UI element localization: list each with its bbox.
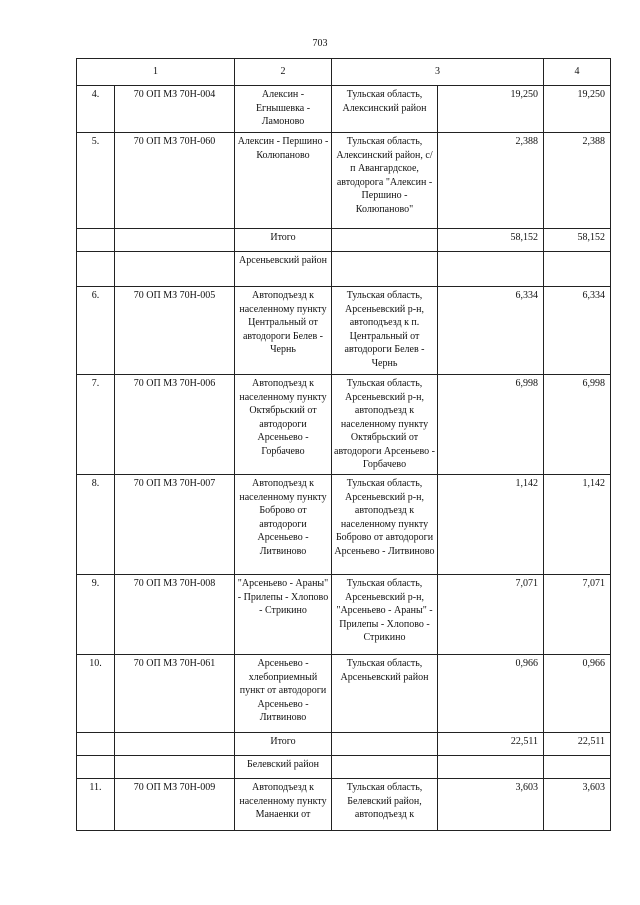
header-col-3: 3 <box>332 59 544 86</box>
road-code: 70 ОП МЗ 70Н-005 <box>115 287 235 375</box>
road-location: Тульская область, Арсеньевский р-н, автоподъезд к населенному пункту Боброво от автодороги Арсеньево - Литвиново <box>332 475 438 575</box>
header-col-2: 2 <box>235 59 332 86</box>
value-col-3: 0,966 <box>438 655 544 733</box>
value-col-4: 6,334 <box>544 287 611 375</box>
value-col-3: 7,071 <box>438 575 544 655</box>
road-code: 70 ОП МЗ 70Н-004 <box>115 86 235 133</box>
empty-cell <box>332 252 438 287</box>
value-col-3: 3,603 <box>438 779 544 831</box>
value-col-3: 2,388 <box>438 133 544 229</box>
empty-cell <box>332 229 438 252</box>
road-code: 70 ОП МЗ 70Н-009 <box>115 779 235 831</box>
table-row <box>77 475 611 575</box>
table-row <box>77 375 611 475</box>
road-name: Алексин - Егнышевка - Ламоново <box>235 86 332 133</box>
row-index: 11. <box>77 779 115 831</box>
page-number: 703 <box>312 38 328 49</box>
header-col-1: 1 <box>77 59 235 86</box>
road-location: Тульская область, Алексинский район <box>332 86 438 133</box>
total-row <box>77 733 611 756</box>
value-col-4: 19,250 <box>544 86 611 133</box>
section-label: Арсеньевский район <box>235 252 332 287</box>
roads-table <box>76 58 611 831</box>
table-row <box>77 779 611 831</box>
table-row <box>77 287 611 375</box>
table-row <box>77 86 611 133</box>
row-index: 7. <box>77 375 115 475</box>
road-location: Тульская область, Арсеньевский р-н, автоподъезд к п. Центральный от автодороги Белев - Чернь <box>332 287 438 375</box>
table-row <box>77 655 611 733</box>
table-row <box>77 575 611 655</box>
road-location: Тульская область, Белевский район, автоподъезд к <box>332 779 438 831</box>
header-col-4: 4 <box>544 59 611 86</box>
value-col-4: 3,603 <box>544 779 611 831</box>
total-label: Итого <box>235 733 332 756</box>
table-row <box>77 133 611 229</box>
empty-cell <box>115 252 235 287</box>
empty-cell <box>115 733 235 756</box>
row-index: 8. <box>77 475 115 575</box>
road-location: Тульская область, Алексинский район, с/п Авангардское, автодорога "Алексин - Першино - Колюпаново" <box>332 133 438 229</box>
total-label: Итого <box>235 229 332 252</box>
value-col-4: 0,966 <box>544 655 611 733</box>
value-col-4: 1,142 <box>544 475 611 575</box>
empty-cell <box>77 756 115 779</box>
value-col-4: 7,071 <box>544 575 611 655</box>
empty-cell <box>332 756 438 779</box>
row-index: 6. <box>77 287 115 375</box>
road-code: 70 ОП МЗ 70Н-007 <box>115 475 235 575</box>
value-col-3: 1,142 <box>438 475 544 575</box>
road-name: Автоподъезд к населенному пункту Манаенки от <box>235 779 332 831</box>
row-index: 4. <box>77 86 115 133</box>
road-location: Тульская область, Арсеньевский район <box>332 655 438 733</box>
empty-cell <box>438 252 544 287</box>
total-row <box>77 229 611 252</box>
value-col-3: 6,334 <box>438 287 544 375</box>
section-row <box>77 756 611 779</box>
road-name: Арсеньево - хлебоприемный пункт от автодороги Арсеньево - Литвиново <box>235 655 332 733</box>
total-value-col-4: 58,152 <box>544 229 611 252</box>
empty-cell <box>77 252 115 287</box>
empty-cell <box>77 733 115 756</box>
road-location: Тульская область, Арсеньевский р-н, "Арсеньево - Араны" - Прилепы - Хлопово - Стрикино <box>332 575 438 655</box>
road-name: Автоподъезд к населенному пункту Октябрьский от автодороги Арсеньево - Горбачево <box>235 375 332 475</box>
header-row <box>77 59 611 86</box>
road-name: Алексин - Першино - Колюпаново <box>235 133 332 229</box>
value-col-4: 6,998 <box>544 375 611 475</box>
row-index: 9. <box>77 575 115 655</box>
road-code: 70 ОП МЗ 70Н-060 <box>115 133 235 229</box>
value-col-3: 6,998 <box>438 375 544 475</box>
road-code: 70 ОП МЗ 70Н-061 <box>115 655 235 733</box>
row-index: 10. <box>77 655 115 733</box>
total-value-col-4: 22,511 <box>544 733 611 756</box>
section-row <box>77 252 611 287</box>
road-code: 70 ОП МЗ 70Н-006 <box>115 375 235 475</box>
empty-cell <box>77 229 115 252</box>
road-name: Автоподъезд к населенному пункту Боброво от автодороги Арсеньево - Литвиново <box>235 475 332 575</box>
road-location: Тульская область, Арсеньевский р-н, автоподъезд к населенному пункту Октябрьский от автодороги Арсеньево - Горбачево <box>332 375 438 475</box>
empty-cell <box>544 756 611 779</box>
total-value-col-3: 58,152 <box>438 229 544 252</box>
empty-cell <box>115 229 235 252</box>
empty-cell <box>332 733 438 756</box>
value-col-4: 2,388 <box>544 133 611 229</box>
total-value-col-3: 22,511 <box>438 733 544 756</box>
empty-cell <box>544 252 611 287</box>
empty-cell <box>438 756 544 779</box>
road-name: Автоподъезд к населенному пункту Центральный от автодороги Белев - Чернь <box>235 287 332 375</box>
empty-cell <box>115 756 235 779</box>
road-name: "Арсеньево - Араны" - Прилепы - Хлопово - Стрикино <box>235 575 332 655</box>
row-index: 5. <box>77 133 115 229</box>
value-col-3: 19,250 <box>438 86 544 133</box>
section-label: Белевский район <box>235 756 332 779</box>
road-code: 70 ОП МЗ 70Н-008 <box>115 575 235 655</box>
